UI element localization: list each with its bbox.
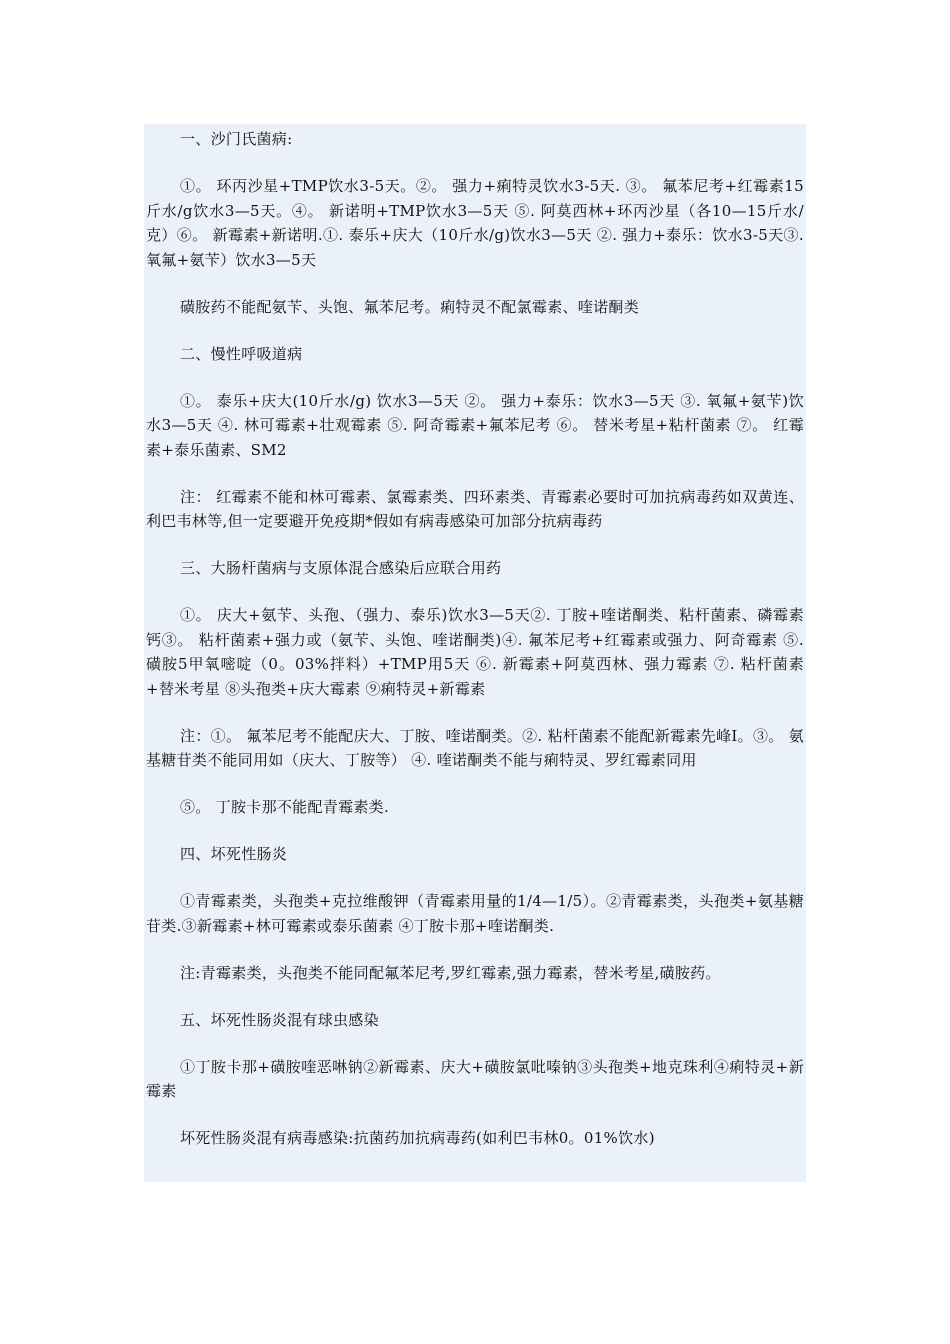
- paragraph-salmonella-note: 磺胺药不能配氨苄、头饱、氟苯尼考。痢特灵不配氯霉素、喹诺酮类: [180, 297, 640, 316]
- section-heading-necrotic-enteritis: 四、坏死性肠炎: [180, 845, 288, 863]
- paragraph-ecoli-note: 注：①。 氟苯尼考不能配庆大、丁胺、喹诺酮类。②. 粘杆菌素不能配新霉素先峰Ⅰ。③。 氨基糖苷类不能同用如（庆大、丁胺等） ④. 喹诺酮类不能与痢特灵、罗红霉素同用: [146, 726, 804, 769]
- paragraph-respiratory-note: 注： 红霉素不能和林可霉素、氯霉素类、四环素类、青霉素必要时可加抗病毒药如双黄连、利巴韦林等,但一定要避开免疫期*假如有病毒感染可加部分抗病毒药: [146, 487, 804, 530]
- document-text-block: [144, 124, 806, 1182]
- paragraph-enteritis-note: 注:青霉素类，头孢类不能同配氟苯尼考,罗红霉素,强力霉素，替米考星,磺胺药。: [180, 963, 721, 982]
- paragraph-enteritis-regimens: ①青霉素类，头孢类+克拉维酸钾（青霉素用量的1/4—1/5）。②青霉素类，头孢类+氨基糖苷类.③新霉素+林可霉素或泰乐菌素 ④丁胺卡那+喹诺酮类.: [146, 892, 804, 935]
- section-heading-ecoli-mycoplasma: 三、大肠杆菌病与支原体混合感染后应联合用药: [180, 559, 502, 577]
- paragraph-ecoli-note-5: ⑤。 丁胺卡那不能配青霉素类.: [180, 798, 390, 816]
- section-heading-salmonella: 一、沙门氏菌病:: [180, 130, 293, 148]
- paragraph-ecoli-regimens: ①。 庆大+氨苄、头孢、（强力、泰乐)饮水3—5天②. 丁胺+喹诺酮类、粘杆菌素、磷霉素钙③。 粘杆菌素+强力或（氨苄、头饱、喹诺酮类)④. 氟苯尼考+红霉素或强力、阿奇霉素 ⑤. 磺胺5甲氧嘧啶（0。03%拌料）+TMP用5天 ⑥. 新霉素+阿莫西林、强力霉素 ⑦. 粘杆菌素+替米考星 ⑧头孢类+庆大霉素 ⑨痢特灵+新霉素: [146, 606, 804, 698]
- paragraph-coccidia-regimens: ①丁胺卡那+磺胺喹恶啉钠②新霉素、庆大+磺胺氯吡嗪钠③头孢类+地克珠利④痢特灵+新霉素: [146, 1057, 804, 1100]
- paragraph-viral-infection: 坏死性肠炎混有病毒感染:抗菌药加抗病毒药(如利巴韦林0。01%饮水): [180, 1129, 655, 1147]
- paragraph-respiratory-regimens: ①。 泰乐+庆大(10斤水/g) 饮水3—5天 ②。 强力+泰乐：饮水3—5天 ③. 氧氟+氨苄)饮水3—5天 ④. 林可霉素+壮观霉素 ⑤. 阿奇霉素+氟苯尼考 ⑥。 替米考星+粘杆菌素 ⑦。 红霉素+泰乐菌素、SM2: [146, 391, 804, 459]
- section-heading-respiratory: 二、慢性呼吸道病: [180, 344, 303, 363]
- paragraph-salmonella-regimens: ①。 环丙沙星+TMP饮水3-5天。②。 强力+痢特灵饮水3-5天. ③。 氟苯尼考+红霉素15斤水/g饮水3—5天。④。 新诺明+TMP饮水3—5天 ⑤. 阿莫西林+环丙沙星（各10—15斤水/克）⑥。 新霉素+新诺明.①. 泰乐+庆大（10斤水/g)饮水3—5天 ②. 强力+泰乐：饮水3-5天③. 氧氟+氨苄）饮水3—5天: [146, 177, 804, 269]
- section-heading-enteritis-coccidia: 五、坏死性肠炎混有球虫感染: [180, 1010, 379, 1029]
